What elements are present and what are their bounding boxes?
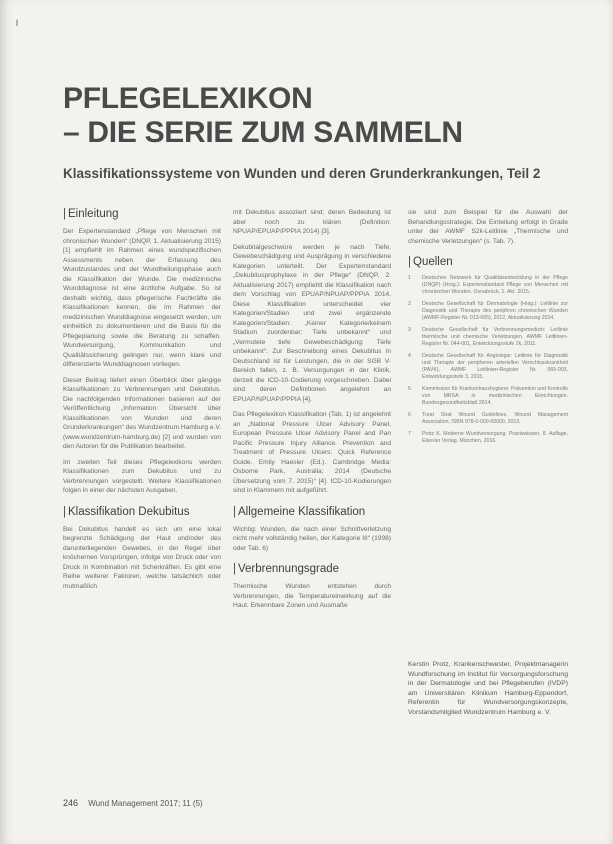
reference-item: [408, 275, 568, 296]
paragraph: Dekubitalgeschwüre werden je nach Tiefe, Gewebeschädigung und Ausprägung in verschiedene Kategorien unterteilt. Der Expertenstandard „Dekubitusprophylaxe in der Pflege“ (DNQP, 2. Aktualisierung 2017) empfiehlt die Klassifikation nach dem Vorschlag von EPUAP/NPUAP/PPPIA 2014. Diese Klassifikation unterscheidet vier Kategorien/Stadien und zwei ergänzende Kategorien/Stadien: „Keiner Kategorie/keinem Stadium zuordenbar: Tiefe unbekannt“ und „Vermutete tiefe Gewebeschädigung: Tiefe unbekannt“. Zur Beschreibung eines Dekubitus in Deutschland ist für Leistungen, die in der SGB V-Bereich fallen, z. B. Versorgungen in der Klinik, derzeit die ICD-10-Codierung vorgeschrieben. Dabei sind deren Definitionen angelehnt an EPUAP/NPUAP/PPPIA [4].: [233, 243, 391, 403]
column-3: [408, 208, 568, 450]
paragraph: Wichtig: Wunden, die nach einer Schnittverletzung nicht mehr vollständig heilen, der Kategorie III“ (1998) oder Tab. 6): [233, 525, 391, 552]
reference-list: [408, 275, 568, 445]
column-1: [63, 208, 221, 597]
reference-number: 4: [408, 353, 411, 359]
reference-number: 1: [408, 275, 411, 281]
section-heading-dekubitus: | Klassifikation Dekubitus: [63, 505, 190, 518]
column-2: [233, 208, 391, 617]
reference-text: Protz K. Moderne Wundversorgung. Praxiswissen, 8. Auflage, Elsevier Verlag, München, 2016.: [422, 431, 568, 444]
section-heading-quellen: | Quellen: [408, 256, 453, 268]
page-number: 246: [63, 798, 79, 808]
paragraph: Der Expertenstandard „Pflege von Menschen mit chronischen Wunden“ (DNQP, 1. Aktualisierung 2015) [1] empfiehlt im Rahmen eines wundspezifischen Assessments neben der Erfassung des Wundzustandes und der Wundheilungsphase auch die Klassifikation der Wunde. Die medizinische Wunddiagnose ist eine ärztliche Aufgabe. So ist deshalb wichtig, dass pflegerische Fachkräfte die Klassifikationen kennen, die im Rahmen der medizinischen Wunddiagnose eingesetzt werden, um einheitlich zu dokumentieren und die Basis für die Pflegeplanung sowie die Beratung zu schaffen. Wundversorgung, Kommunikation und Qualitätssicherung gelingen nur, wenn klare und differenzierte Wunddiagnosen vorliegen.: [63, 228, 221, 368]
reference-number: 3: [408, 327, 411, 333]
reference-item: [408, 327, 568, 348]
paragraph: sie sind zum Beispiel für die Auswahl der Behandlungsstrategie. Die Einteilung erfolgt in Grade unter der AWMF S2k-Leitlinie „Thermische und chemische Verletzungen“ (s. Tab. 7).: [408, 209, 568, 245]
journal-citation: Wund Management 2017; 11 (5): [88, 799, 203, 808]
reference-text: Deutsche Gesellschaft für Angiologie: Leitlinie für Diagnostik und Therapie der peripheren arteriellen Verschlusskrankheit (PAVK), AWMF Leitlinien-Register Nr. 065-003, Entwicklungsstufe 3, 2015.: [422, 353, 568, 380]
title-line-2: – DIE SERIE ZUM SAMMELN: [63, 116, 463, 149]
reference-number: 5: [408, 386, 411, 392]
paragraph: Im zweiten Teil dieses Pflegelexikons werden Klassifikationen zum Dekubitus und zu Verbrennungen vorgestellt. Weitere Klassifikationen folgen in einer der nächsten Ausgaben.: [63, 458, 221, 494]
reference-number: 6: [408, 412, 411, 418]
reference-text: Treat Strat Wound Guidelines, Wound Management Association, ISBN 978-0-000-00000, 2013.: [422, 412, 568, 425]
page-title: [63, 82, 463, 150]
reference-text: Kommission für Krankenhaushygiene: Prävention und Kontrolle von MRSA in medizinischen Einrichtungen. Bundesgesundheitsblatt 2014.: [422, 386, 568, 406]
page-footer: [63, 798, 203, 808]
paragraph: Thermische Wunden entstehen durch Verbrennungen, die Temperatureinwirkung auf die Haut. Erkennbare Zonen und Ausmaße: [233, 583, 391, 609]
author-bio: Kerstin Protz, Krankenschwester, Projektmanagerin Wundforschung im Institut für Versorgungsforschung in der Dermatologie und bei Pflegeberufen (IVDP) am Universitären Klinikum Hamburg-Eppendorf, Referentin für Wundversorgungskonzepte, Vorstandsmitglied Wundzentrum Hamburg e. V.: [408, 661, 568, 716]
reference-item: [408, 412, 568, 426]
section-heading-allgemein: | Allgemeine Klassifikation: [233, 505, 366, 518]
title-line-1: PFLEGELEXIKON: [63, 82, 313, 115]
reference-item: [408, 431, 568, 445]
page-subtitle: Klassifikationssysteme von Wunden und deren Grunderkrankungen, Teil 2: [63, 166, 541, 181]
reference-item: [408, 301, 568, 322]
section-heading-verbrennung: | Verbrennungsgrade: [233, 563, 340, 575]
reference-number: 2: [408, 301, 411, 307]
reference-text: Deutsche Gesellschaft für Dermatologie (Hrsg.): Leitlinie zur Diagnostik und Therapie des periphren chronischen Wunden (AWMF-Register Nr. 013-065), 2012, Aktualisierung 2014.: [422, 301, 568, 321]
reference-item: [408, 386, 568, 407]
reference-item: [408, 353, 568, 381]
paragraph: Das Pflegelexikon Klassifikation (Tab. 1) ist angelehnt an „National Pressure Ulcer Advisory Panel, European Pressure Ulcer Advisory Panel and Pan Pacific Pressure Injury Alliance. Prevention and Treatment of Pressure Ulcers: Quick Reference Guide. Emily Haesler (Ed.). Cambridge Media: Osborne Park, Australia; 2014 (Deutsche Übersetzung vom 7. 2015)“ [4]. ICD-10-Kodierungen sind in Klammern mit aufgeführt.: [233, 411, 391, 494]
margin-mark: l: [16, 18, 18, 28]
reference-number: 7: [408, 431, 411, 437]
paragraph: mit Dekubitus assoziiert sind; deren Bedeutung ist aber noch zu klären (Definition: NPUAP/EPUAP/PPPIA 2014) [3].: [233, 209, 391, 235]
section-heading-einleitung: | Einleitung: [63, 208, 119, 220]
paragraph: Dieser Beitrag liefert einen Überblick über gängige Klassifikationen zu Verbrennungen und Dekubitus. Die nachfolgenden Informationen basieren auf der Veröffentlichung „Information: Übersicht über Klassifikationen von Wunden und deren Grunderkrankungen“ des Wundzentrum Hamburg e.V. (www.wundzentrum-hamburg.de) [2] und wurden von den Autoren für die Publikation bearbeitet.: [63, 376, 221, 450]
reference-text: Deutsches Netzwerk für Qualitätsentwicklung in der Pflege (DNQP) (Hrsg.): Expertenstandard Pflege von Menschen mit chronischen Wunden. Osnabrück, 1. Akt. 2015.: [422, 275, 568, 295]
reference-text: Deutsche Gesellschaft für Verbrennungsmedizin: Leitlinie thermische und chemische Verletzungen. AWMF Leitlinien-Register Nr. 044-001, Entwicklungsstufe 2k, 2011.: [422, 327, 568, 347]
paragraph: Bei Dekubitus handelt es sich um eine lokal begrenzte Schädigung der Haut und/oder des darunterliegenden Gewebes, in der Regel über knöchernen Vorsprüngen, infolge von Druck oder von Druck in Kombination mit Scherkräften. Es gibt eine Reihe weiterer Faktoren, welche tatsächlich oder mutmaßlich: [63, 525, 221, 590]
